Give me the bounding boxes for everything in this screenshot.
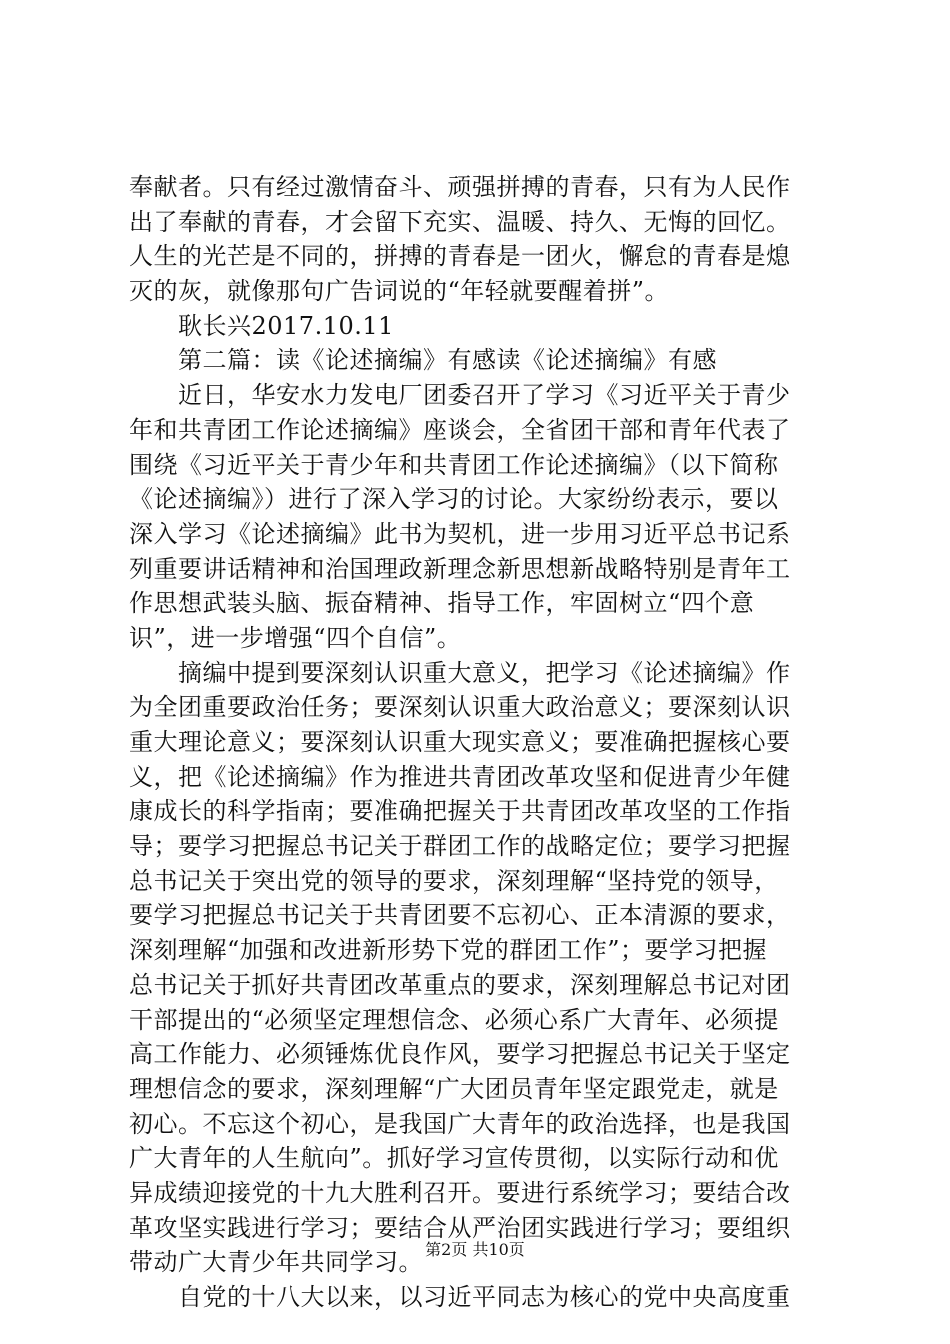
text-line: 带动广大青少年共同学习。	[129, 1248, 423, 1277]
text-line: 第二篇：读《论述摘编》有感读《论述摘编》有感	[129, 346, 717, 375]
text-line: 义，把《论述摘编》作为推进共青团改革攻坚和促进青少年健	[129, 762, 791, 791]
text-line: 总书记关于突出党的领导的要求，深刻理解“坚持党的领导，	[129, 866, 779, 895]
text-line: 人生的光芒是不同的，拼搏的青春是一团火，懈怠的青春是熄	[129, 242, 791, 271]
text-line: 要学习把握总书记关于共青团要不忘初心、正本清源的要求，	[129, 901, 791, 930]
text-line: 康成长的科学指南；要准确把握关于共青团改革攻坚的工作指	[129, 797, 791, 826]
text-line: 自党的十八大以来，以习近平同志为核心的党中央高度重	[129, 1283, 791, 1311]
text-line: 高工作能力、必须锤炼优良作风，要学习把握总书记关于坚定	[129, 1040, 791, 1069]
text-line: 总书记关于抓好共青团改革重点的要求，深刻理解总书记对团	[129, 970, 791, 999]
text-line: 为全团重要政治任务；要深刻认识重大政治意义；要深刻认识	[129, 693, 791, 722]
text-line: 耿长兴2017.10.11	[129, 311, 394, 340]
text-line: 年和共青团工作论述摘编》座谈会，全省团干部和青年代表了	[129, 415, 791, 444]
text-line: 重大理论意义；要深刻认识重大现实意义；要准确把握核心要	[129, 728, 791, 756]
text-line: 灭的灰，就像那句广告词说的“年轻就要醒着拼”。	[129, 277, 670, 306]
text-line: 作思想武装头脑、振奋精神、指导工作，牢固树立“四个意	[129, 589, 755, 618]
page-footer: 第2页 共10页	[425, 1240, 525, 1259]
text-line: 革攻坚实践进行学习；要结合从严治团实践进行学习；要组织	[129, 1213, 791, 1242]
text-line: 《论述摘编》）进行了深入学习的讨论。大家纷纷表示，要以	[129, 485, 779, 514]
text-line: 近日，华安水力发电厂团委召开了学习《习近平关于青少	[129, 381, 791, 410]
text-line: 深入学习《论述摘编》此书为契机，进一步用习近平总书记系	[129, 519, 791, 548]
text-line: 广大青年的人生航向”。抓好学习宣传贯彻，以实际行动和优	[129, 1144, 779, 1173]
text-line: 导；要学习把握总书记关于群团工作的战略定位；要学习把握	[129, 832, 791, 861]
text-line: 奉献者。只有经过激情奋斗、顽强拼搏的青春，只有为人民作	[129, 173, 791, 201]
text-line: 摘编中提到要深刻认识重大意义，把学习《论述摘编》作	[129, 658, 791, 687]
text-line: 出了奉献的青春，才会留下充实、温暖、持久、无悔的回忆。	[129, 207, 791, 236]
text-line: 理想信念的要求，深刻理解“广大团员青年坚定跟党走，就是	[129, 1074, 779, 1103]
text-line: 初心。不忘这个初心，是我国广大青年的政治选择，也是我国	[129, 1109, 791, 1138]
text-line: 列重要讲话精神和治国理政新理念新思想新战略特别是青年工	[129, 554, 791, 583]
document-body	[129, 170, 841, 1315]
text-line: 围绕《习近平关于青少年和共青团工作论述摘编》（以下简称	[129, 450, 779, 479]
text-line: 深刻理解“加强和改进新形势下党的群团工作”；要学习把握	[129, 936, 768, 965]
text-line: 识”，进一步增强“四个自信”。	[129, 623, 462, 652]
text-line: 干部提出的“必须坚定理想信念、必须心系广大青年、必须提	[129, 1005, 779, 1034]
text-line: 异成绩迎接党的十九大胜利召开。要进行系统学习；要结合改	[129, 1178, 791, 1207]
